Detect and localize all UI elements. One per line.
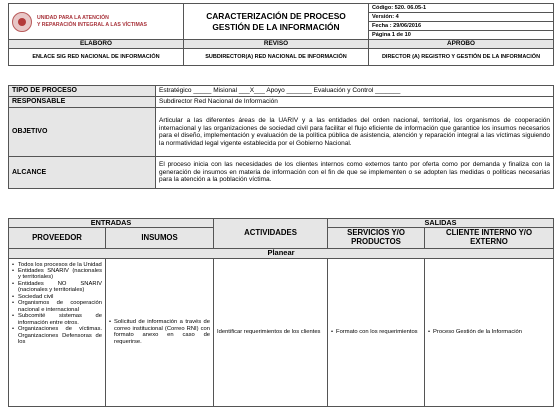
servicio-cell xyxy=(328,258,425,406)
reviso-value: SUBDIRECTOR(A) RED NACIONAL DE INFORMACIÓN xyxy=(184,49,369,66)
provider-item: • Sociedad civil xyxy=(12,294,102,300)
provider-item: • Organizaciones de víctimas. Organizaciones Defensoras de los xyxy=(12,326,102,345)
title-line1: CARACTERIZACIÓN DE PROCESO xyxy=(206,11,346,22)
proveedor-header: PROVEEDOR xyxy=(9,228,106,248)
logo-text-line1: UNIDAD PARA LA ATENCIÓN xyxy=(37,15,109,21)
actividad-cell xyxy=(214,258,328,406)
title-line2: GESTIÓN DE LA INFORMACIÓN xyxy=(212,21,340,32)
elaboro-label: ELABORÓ xyxy=(9,40,184,49)
salidas-header: SALIDAS xyxy=(328,219,554,228)
document-title xyxy=(184,4,369,40)
bullet-icon: • xyxy=(109,319,112,326)
document-code: Código: 520. 06.05-1 xyxy=(369,4,554,13)
insumo-text: Solicitud de información a través de correo institucional (Correo RNI) con formato anexo en caso de requerirse. xyxy=(114,319,211,345)
page-number: Página 1 de 10 xyxy=(369,31,554,40)
insumos-header: INSUMOS xyxy=(106,228,214,248)
logo-cell xyxy=(9,4,184,40)
servicio-text: Formato con los requerimientos xyxy=(336,328,418,335)
unit-logo-icon xyxy=(12,12,32,32)
actividades-header: ACTIVIDADES xyxy=(214,219,328,249)
process-info-table xyxy=(8,85,554,189)
provider-item: • Todos los procesos de la Unidad xyxy=(12,262,102,268)
cliente-text: Proceso Gestión de la Información xyxy=(433,328,522,335)
phase-planear: Planear xyxy=(9,248,554,258)
tipo-proceso-label: TIPO DE PROCESO xyxy=(9,86,156,97)
provider-item: • Entidades NO SNARIV (nacionales y territoriales) xyxy=(12,281,102,294)
provider-item: • Entidades SNARIV (nacionales y territoriales) xyxy=(12,268,102,281)
elaboro-value: ENLACE SIG RED NACIONAL DE INFORMACIÓN xyxy=(9,49,184,66)
responsable-label: RESPONSABLE xyxy=(9,97,156,108)
bullet-icon: • xyxy=(428,328,431,335)
provider-item: • Organismos de cooperación nacional e internacional xyxy=(12,300,102,313)
proveedor-cell xyxy=(9,258,106,406)
bullet-icon: • xyxy=(331,328,334,335)
tipo-proceso-value: Estratégico _____ Misional ___X___ Apoyo _______ Evaluación y Control _______ xyxy=(156,86,554,97)
servicios-header: SERVICIOS Y/O PRODUCTOS xyxy=(328,228,425,248)
logo-text xyxy=(37,15,147,28)
provider-list xyxy=(12,262,102,346)
aprobo-label: APROBÓ xyxy=(369,40,554,49)
responsable-value: Subdirector Red Nacional de Información xyxy=(156,97,554,108)
insumo-cell xyxy=(106,258,214,406)
document-header xyxy=(8,3,554,66)
process-table xyxy=(8,218,554,407)
provider-item: • Subcomité sistemas de información entre otros. xyxy=(12,313,102,326)
alcance-label: ALCANCE xyxy=(9,157,156,189)
entradas-header: ENTRADAS xyxy=(9,219,214,228)
objetivo-label: OBJETIVO xyxy=(9,108,156,157)
objetivo-value: Articular a las diferentes áreas de la UARIV y a las entidades del orden nacional, territorial, los organismos de cooperación internacional y las organizaciones de sociedad civil para facilitar el flujo eficiente de información que garantice los insumos necesarios para el diseño, implementación y evaluación de la política pública de asistencia, atención y reparación integral a las víctimas siguiendo la normatividad legal vigente establecida por el Gobierno Nacional. xyxy=(156,108,554,157)
document-date: Fecha : 29/06/2016 xyxy=(369,22,554,31)
actividad-text: Identificar requerimientos de los clientes xyxy=(217,328,321,335)
document-version: Versión: 4 xyxy=(369,13,554,22)
cliente-header: CLIENTE INTERNO Y/O EXTERNO xyxy=(425,228,554,248)
alcance-value: El proceso inicia con las necesidades de los clientes internos como externos tanto por oferta como por demanda y finaliza con la generación de insumos en materia de información con el fin de que se implementen o se adopten las medidas o políticas necesarias para la atención a la población víctima. xyxy=(156,157,554,189)
cliente-cell xyxy=(425,258,554,406)
aprobo-value: DIRECTOR (A) REGISTRO Y GESTIÓN DE LA INFORMACIÓN xyxy=(369,49,554,66)
logo-text-line2: Y REPARACIÓN INTEGRAL A LAS VÍCTIMAS xyxy=(37,21,147,28)
reviso-label: REVISÓ xyxy=(184,40,369,49)
